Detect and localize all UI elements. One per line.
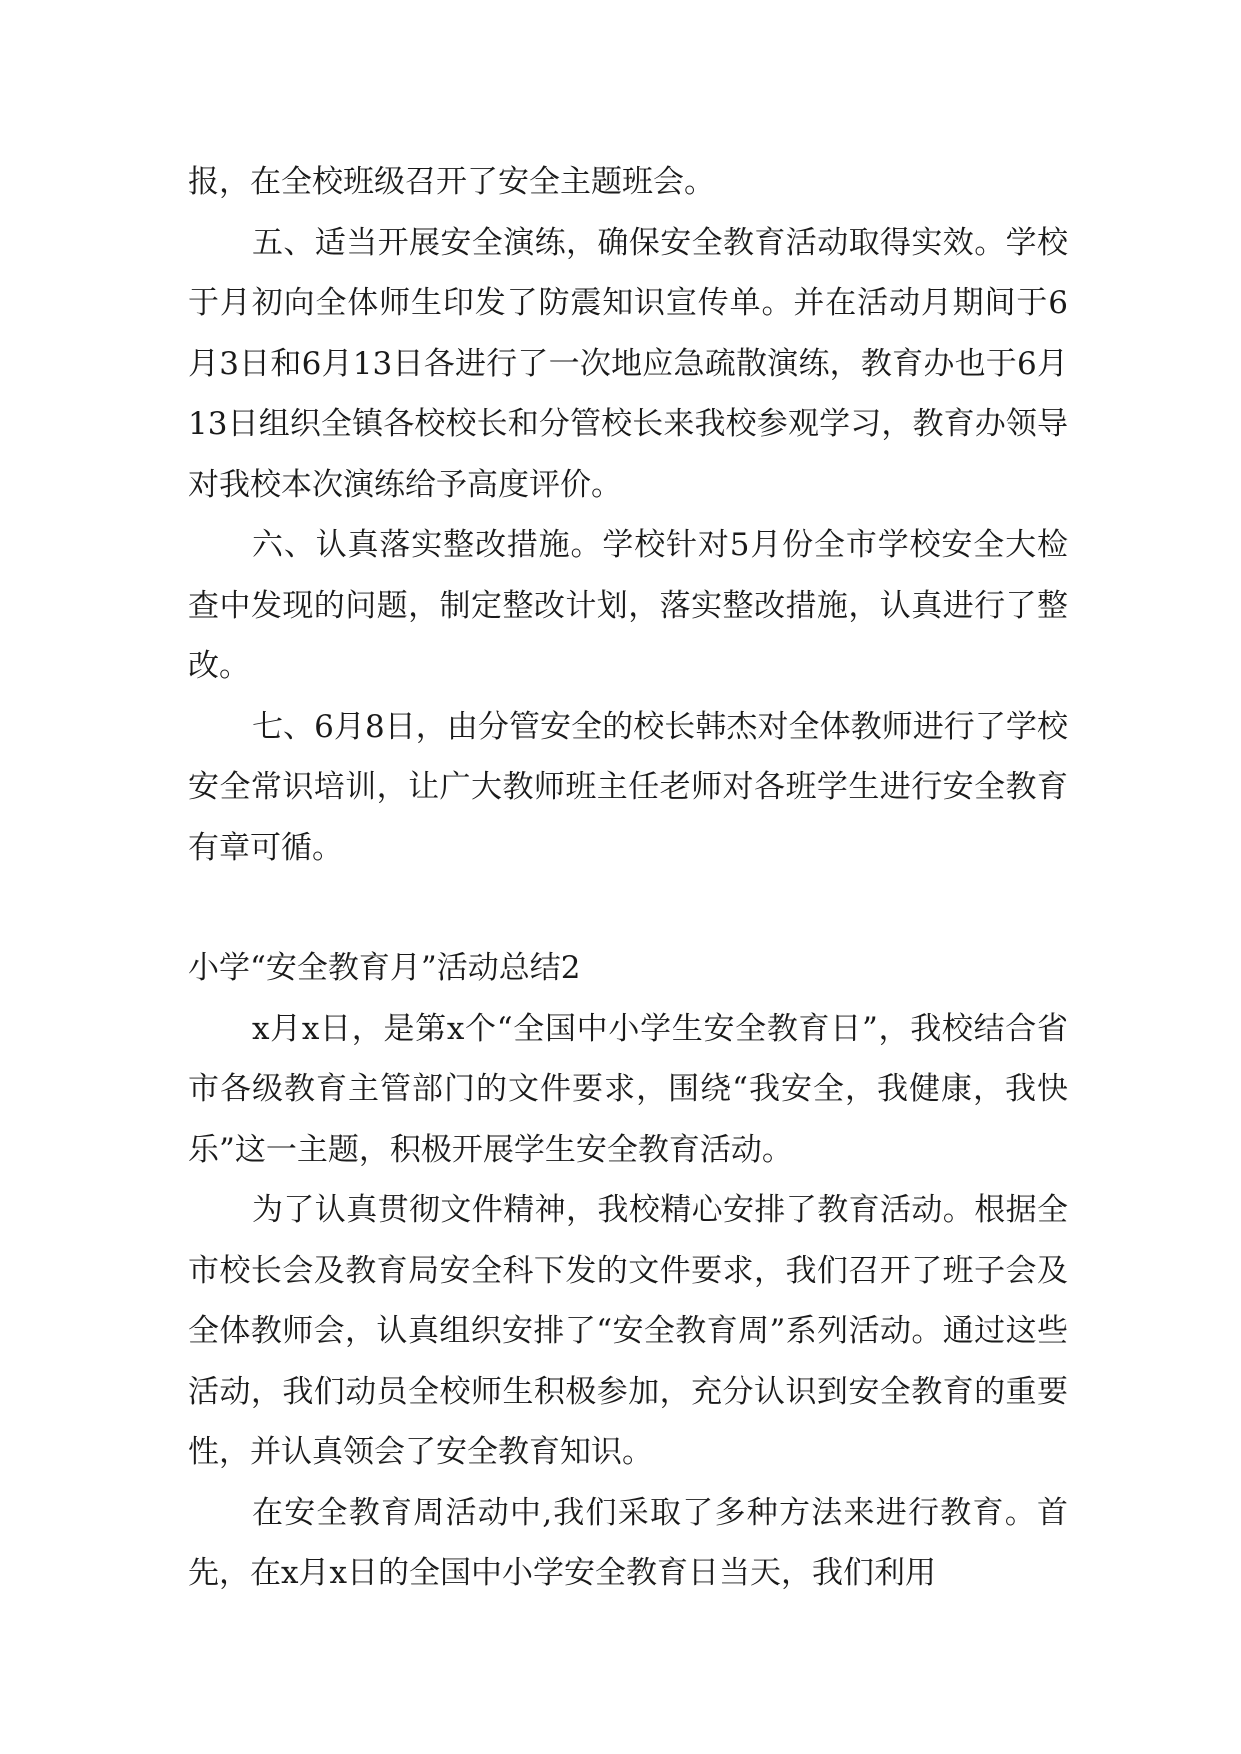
paragraph-methods: 在安全教育周活动中,我们采取了多种方法来进行教育。首先，在x月x日的全国中小学安全教育日当天，我们利用 [188, 1494, 1068, 1591]
section-title: 小学“安全教育月”活动总结2 [188, 950, 581, 986]
paragraph-intro: x月x日，是第x个“全国中小学生安全教育日”，我校结合省市各级教育主管部门的文件要求，围绕“我安全，我健康，我快乐”这一主题，积极开展学生安全教育活动。 [188, 1010, 1068, 1168]
paragraph-item-six: 六、认真落实整改措施。学校针对5月份全市学校安全大检查中发现的问题，制定整改计划，落实整改措施，认真进行了整改。 [188, 527, 1068, 684]
paragraph-item-five: 五、适当开展安全演练，确保安全教育活动取得实效。学校于月初向全体师生印发了防震知识宣传单。并在活动月期间于6月3日和6月13日各进行了一次地应急疏散演练，教育办也于6月13日组织全镇各校校长和分管校长来我校参观学习，教育办领导对我校本次演练给予高度评价。 [188, 224, 1068, 503]
paragraph-continued: 报，在全校班级召开了安全主题班会。 [188, 164, 715, 200]
paragraph-item-seven: 七、6月8日，由分管安全的校长韩杰对全体教师进行了学校安全常识培训，让广大教师班主任老师对各班学生进行安全教育有章可循。 [188, 708, 1068, 866]
document-body [188, 152, 1068, 1604]
paragraph-arrangement: 为了认真贯彻文件精神，我校精心安排了教育活动。根据全市校长会及教育局安全科下发的文件要求，我们召开了班子会及全体教师会，认真组织安排了“安全教育周”系列活动。通过这些活动，我们动员全校师生积极参加，充分认识到安全教育的重要性，并认真领会了安全教育知识。 [188, 1192, 1068, 1470]
